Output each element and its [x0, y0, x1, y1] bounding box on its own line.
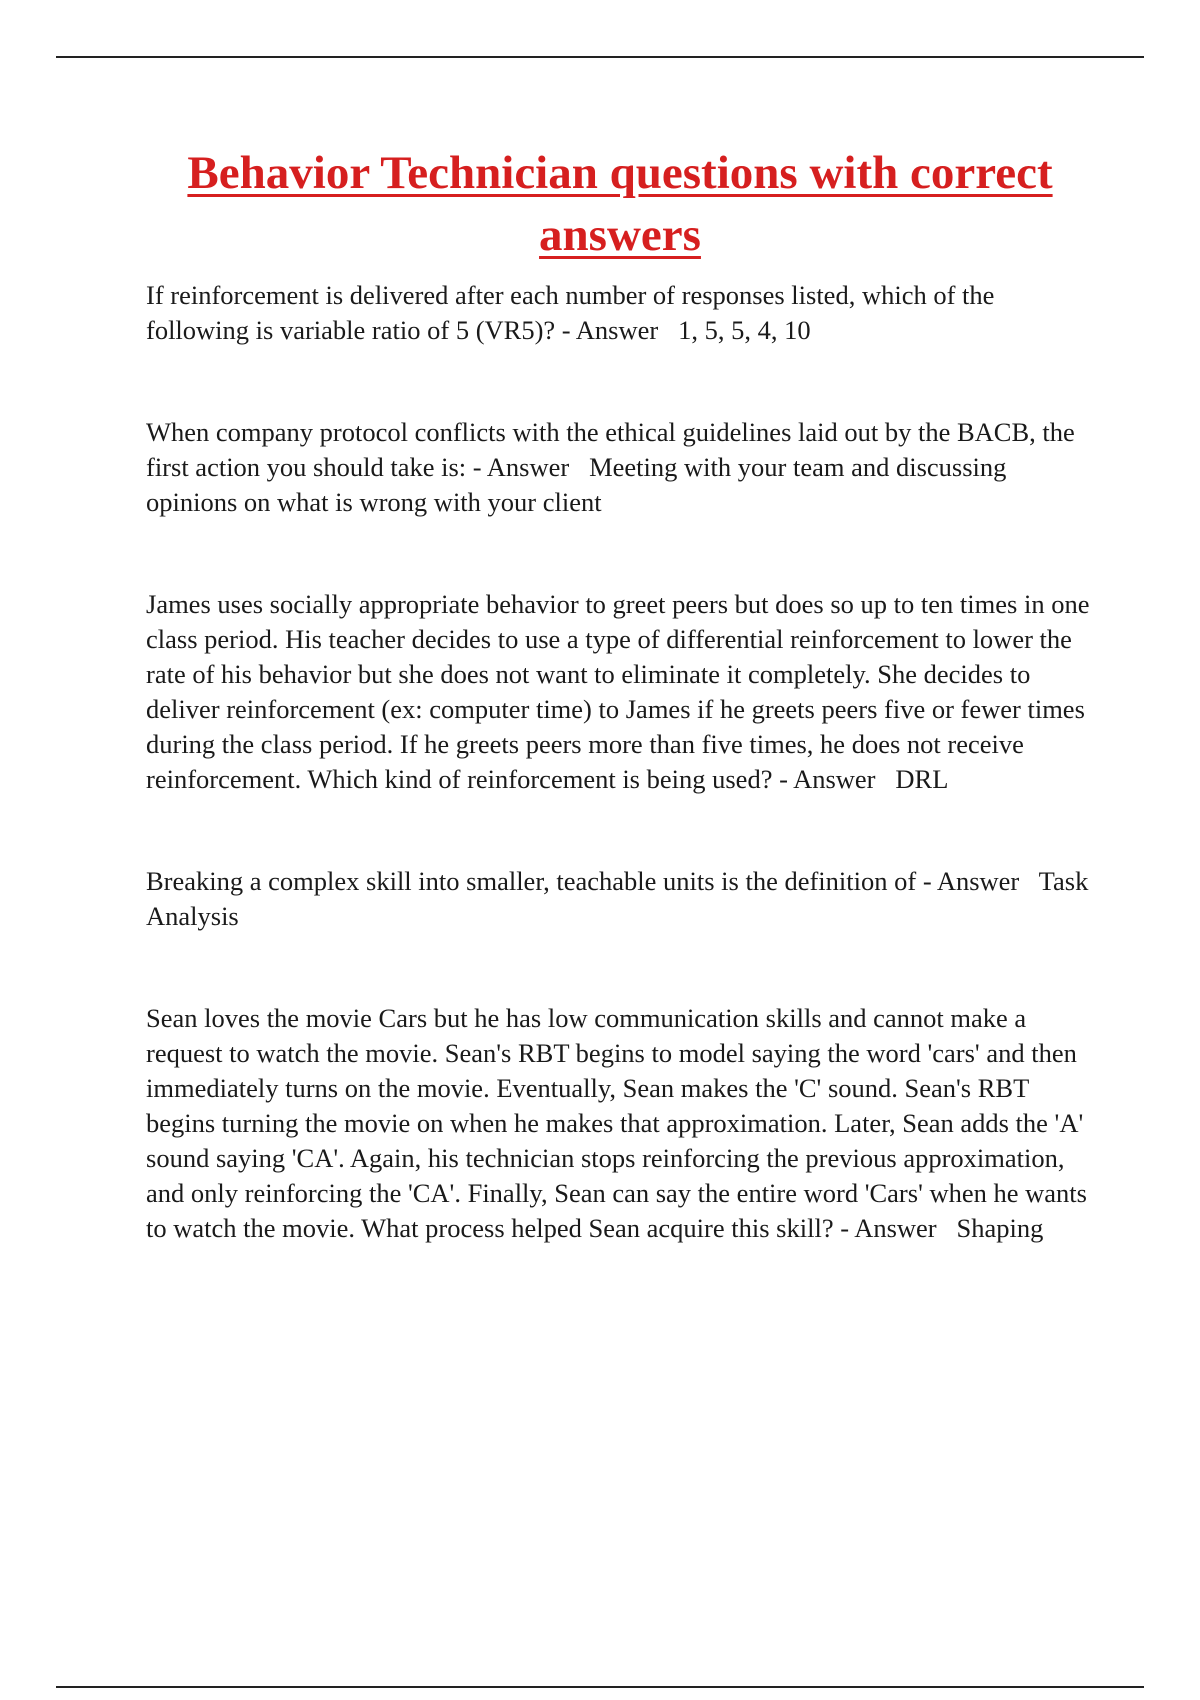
question-text: Sean loves the movie Cars but he has low communication skills and cannot make a request to watch the movie. Sean's RBT begins to model saying the word 'cars' and then immediately turns on the movie. Eventually, Sean makes the 'C' sound. Sean's RBT begins turning the movie on when he makes that approximation. Later, Sean adds the 'A' sound saying 'CA'. Again, his technician stops reinforcing the previous approximation, and only reinforcing the 'CA'. Finally, Sean can say the entire word 'Cars' when he wants to watch the movie. What process helped Sean acquire this skill?: [146, 1003, 1087, 1243]
answer-prefix: - Answer: [922, 866, 1020, 896]
qa-item: [146, 587, 1091, 797]
qa-item: [146, 864, 1091, 934]
top-divider: [56, 56, 1144, 58]
answer-prefix: - Answer: [840, 1213, 937, 1243]
bottom-divider: [56, 1686, 1144, 1688]
question-text: If reinforcement is delivered after each number of responses listed, which of the following is variable ratio of 5 (VR5)?: [146, 280, 995, 345]
page-title: Behavior Technician questions with correct answers: [187, 147, 1053, 261]
question-text: Breaking a complex skill into smaller, teachable units is the definition of: [146, 866, 917, 896]
qa-item: [146, 1001, 1091, 1246]
answer-prefix: - Answer: [472, 452, 570, 482]
answer-prefix: - Answer: [561, 315, 659, 345]
qa-list: [146, 278, 1091, 1246]
answer-text: DRL: [895, 764, 949, 794]
answer-text: Task Analysis: [146, 866, 1089, 931]
answer-prefix: - Answer: [779, 764, 876, 794]
answer-text: 1, 5, 5, 4, 10: [678, 315, 811, 345]
answer-text: Meeting with your team and discussing opinions on what is wrong with your client: [146, 452, 1007, 517]
qa-item: [146, 415, 1091, 520]
question-text: When company protocol conflicts with the ethical guidelines laid out by the BACB, the first action you should take is:: [146, 417, 1075, 482]
answer-text: Shaping: [956, 1213, 1044, 1243]
question-text: James uses socially appropriate behavior to greet peers but does so up to ten times in one class period. His teacher decides to use a type of differential reinforcement to lower the rate of his behavior but she does not want to eliminate it completely. She decides to deliver reinforcement (ex: computer time) to James if he greets peers five or fewer times during the class period. If he greets peers more than five times, he does not receive reinforcement. Which kind of reinforcement is being used?: [146, 589, 1090, 794]
qa-item: [146, 278, 1091, 348]
